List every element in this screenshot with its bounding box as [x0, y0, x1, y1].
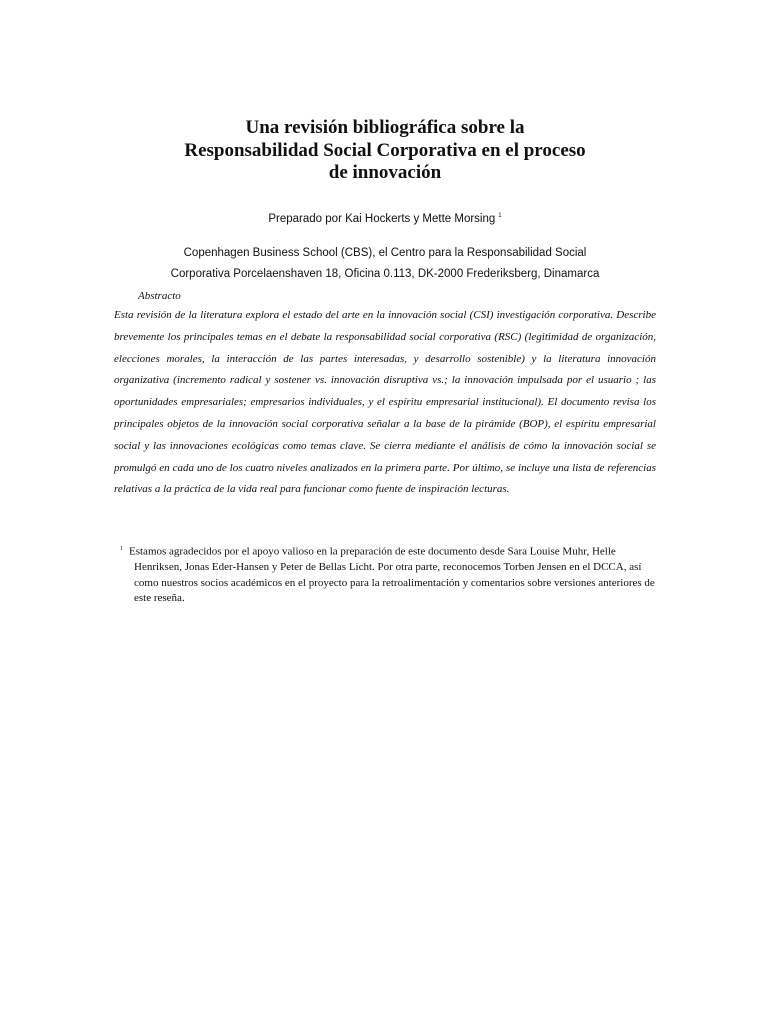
paper-title-line-3: de innovación	[328, 162, 442, 183]
affiliation-line-2: Corporativa Porcelaenshaven 18, Oficina 0.113, DK-2000 Frederiksberg, Dinamarca	[170, 268, 600, 280]
footnote	[114, 542, 658, 607]
paper-title	[150, 117, 620, 185]
footnote-text: Estamos agradecidos por el apoyo valioso en la preparación de este documento desde Sara Louise Muhr, Helle Henriksen, Jonas Eder-Hansen y Peter de Bellas Licht. Por otra parte, reconocemos Torben Jensen en el DCCA, así como nuestros socios académicos en el proyecto para la retroalimentación y comentarios sobre versiones anteriores de este reseña.	[129, 545, 655, 605]
affiliation	[130, 243, 640, 285]
paper-title-line-2: Responsabilidad Social Corporativa en el proceso	[184, 139, 586, 161]
author-line	[150, 208, 620, 227]
author-names: Preparado por Kai Hockerts y Mette Morsing	[268, 212, 496, 225]
paper-title-line-1: Una revisión bibliográfica sobre la	[245, 117, 525, 138]
affiliation-line-1: Copenhagen Business School (CBS), el Centro para la Responsabilidad Social	[183, 247, 587, 259]
footnote-marker: 1	[120, 546, 123, 552]
abstract-heading: Abstracto	[138, 290, 181, 302]
author-footnote-marker: 1	[498, 213, 502, 219]
abstract-body: Esta revisión de la literatura explora el estado del arte en la innovación social (CSI) investigación corporativa. Describe brevemente los principales temas en el debate la responsabilidad social corporativa (RSC) (legitimidad de organización, elecciones morales, la interacción de las partes interesadas, y desarrollo sostenible) y la literatura innovación organizativa (incremento radical y sostener vs. innovación disruptiva vs.; la innovación impulsada por el usuario ; las oportunidades empresariales; empresarios individuales, y el espíritu empresarial institucional). El documento revisa los principales objetos de la innovación social corporativa señalar a la base de la pirámide (BOP), el espíritu empresarial social y las innovaciones ecológicas como temas clave. Se cierra mediante el análisis de cómo la innovación social se promulgó en cada uno de los cuatro niveles analizados en la primera parte. Por último, se incluye una lista de referencias relativas a la práctica de la vida real para funcionar como fuente de inspiración lecturas.	[114, 309, 656, 496]
